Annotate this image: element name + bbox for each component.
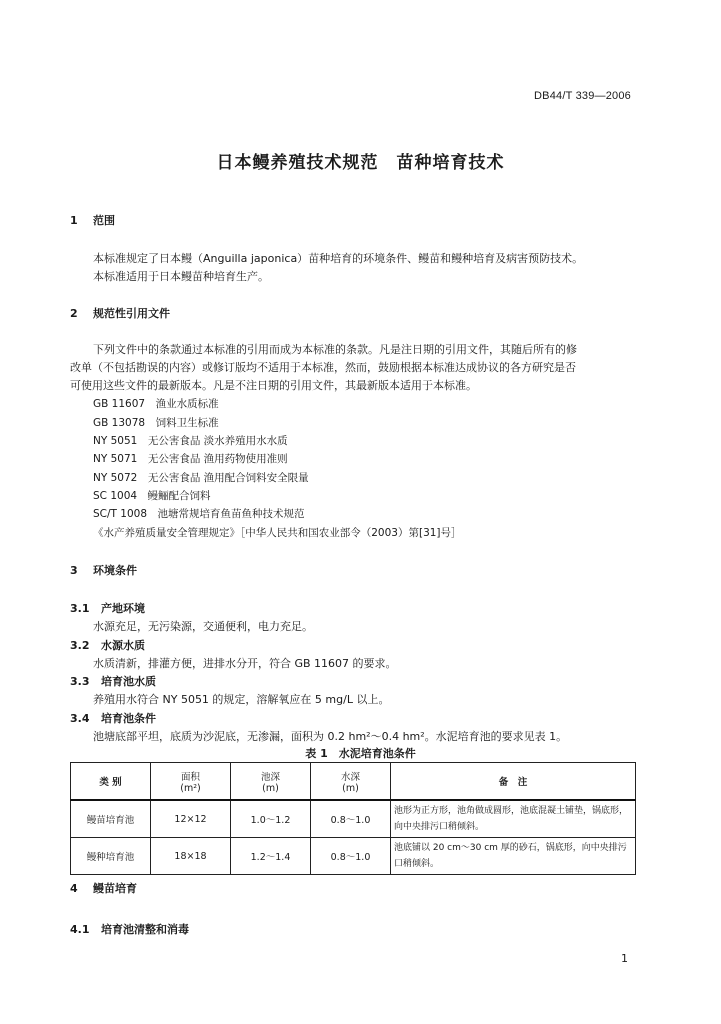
- section-3-heading: [70, 562, 137, 578]
- paragraph: 下列文件中的条款通过本标准的引用而成为本标准的条款。凡是注日期的引用文件，其随后所有的修: [93, 343, 577, 356]
- page-number: 1: [621, 952, 628, 965]
- reference-item: NY 5051 无公害食品 淡水养殖用水水质: [93, 435, 288, 447]
- table-caption: 表 1 水泥培育池条件: [305, 747, 416, 760]
- subsection-3-3-heading: [70, 673, 156, 689]
- reference-item: 《水产养殖质量安全管理规定》［中华人民共和国农业部令（2003）第[31]号］: [93, 527, 462, 539]
- header-cell: 备 注: [391, 763, 636, 801]
- table-cell: 12×12: [151, 800, 231, 838]
- section-number: 3.4: [70, 712, 90, 725]
- paragraph: 池塘底部平坦，底质为沙泥底，无渗漏，面积为 0.2 hm²～0.4 hm²。水泥培育池的要求见表 1。: [93, 730, 568, 743]
- section-title: 培育池条件: [101, 712, 156, 725]
- section-number: 3: [70, 564, 78, 577]
- section-title: 环境条件: [92, 564, 137, 577]
- section-1-heading: [70, 212, 115, 228]
- section-number: 1: [70, 214, 78, 227]
- header-cell: 池深 (m): [231, 763, 311, 801]
- reference-item: NY 5072 无公害食品 渔用配合饲料安全限量: [93, 472, 309, 484]
- conditions-table: [70, 762, 636, 875]
- table-cell: 池底铺以 20 cm～30 cm 厚的砂石，锅底形，向中央排污口稍倾斜。: [391, 838, 636, 875]
- paragraph: 养殖用水符合 NY 5051 的规定，溶解氧应在 5 mg/L 以上。: [93, 693, 390, 706]
- section-title: 培育池清整和消毒: [101, 923, 189, 936]
- table-row: [71, 800, 636, 838]
- section-title: 水源水质: [101, 639, 145, 652]
- table-cell: 鳗种培育池: [71, 838, 151, 875]
- section-4-heading: [70, 880, 137, 896]
- table-header-row: [71, 763, 636, 801]
- section-title: 范围: [92, 214, 115, 227]
- section-title: 鳗苗培育: [92, 882, 137, 895]
- section-number: 4.1: [70, 923, 90, 936]
- section-2-heading: [70, 305, 170, 321]
- paragraph: 本标准规定了日本鳗（Anguilla japonica）苗种培育的环境条件、鳗苗和鳗种培育及病害预防技术。: [93, 252, 584, 265]
- paragraph: 本标准适用于日本鳗苗种培育生产。: [93, 270, 269, 283]
- standard-number: DB44/T 339—2006: [534, 90, 631, 102]
- table-cell: 鳗苗培育池: [71, 800, 151, 838]
- paragraph: 水质清新，排灌方便，进排水分开，符合 GB 11607 的要求。: [93, 657, 397, 670]
- subsection-4-1-heading: [70, 921, 189, 937]
- reference-item: NY 5071 无公害食品 渔用药物使用准则: [93, 453, 288, 465]
- reference-item: GB 13078 饲料卫生标准: [93, 417, 219, 429]
- section-number: 2: [70, 307, 78, 320]
- table-cell: 1.0～1.2: [231, 800, 311, 838]
- paragraph: 水源充足，无污染源，交通便利，电力充足。: [93, 620, 313, 633]
- section-number: 4: [70, 882, 78, 895]
- paragraph: 改单（不包括勘误的内容）或修订版均不适用于本标准，然而，鼓励根据本标准达成协议的各方研究是否: [70, 361, 576, 374]
- reference-item: GB 11607 渔业水质标准: [93, 398, 219, 410]
- header-cell: 面积 (m²): [151, 763, 231, 801]
- reference-item: SC/T 1008 池塘常规培育鱼苗鱼种技术规范: [93, 508, 305, 520]
- document-title: 日本鳗养殖技术规范 苗种培育技术: [216, 153, 505, 173]
- table-cell: 18×18: [151, 838, 231, 875]
- paragraph: 可使用这些文件的最新版本。凡是不注日期的引用文件，其最新版本适用于本标准。: [70, 379, 477, 392]
- section-number: 3.1: [70, 602, 90, 615]
- table-cell: 池形为正方形，池角做成圆形，池底混凝土铺垫，锅底形，向中央排污口稍倾斜。: [391, 800, 636, 838]
- section-title: 产地环境: [101, 602, 145, 615]
- subsection-3-1-heading: [70, 600, 145, 616]
- table-cell: 0.8～1.0: [311, 838, 391, 875]
- table-cell: 0.8～1.0: [311, 800, 391, 838]
- subsection-3-4-heading: [70, 710, 156, 726]
- section-title: 规范性引用文件: [92, 307, 170, 320]
- header-cell: 水深 (m): [311, 763, 391, 801]
- section-title: 培育池水质: [101, 675, 156, 688]
- section-number: 3.3: [70, 675, 90, 688]
- header-cell: 类 别: [71, 763, 151, 801]
- section-number: 3.2: [70, 639, 90, 652]
- subsection-3-2-heading: [70, 637, 145, 653]
- table-cell: 1.2～1.4: [231, 838, 311, 875]
- table-row: [71, 838, 636, 875]
- reference-item: SC 1004 鳗鲡配合饲料: [93, 490, 211, 502]
